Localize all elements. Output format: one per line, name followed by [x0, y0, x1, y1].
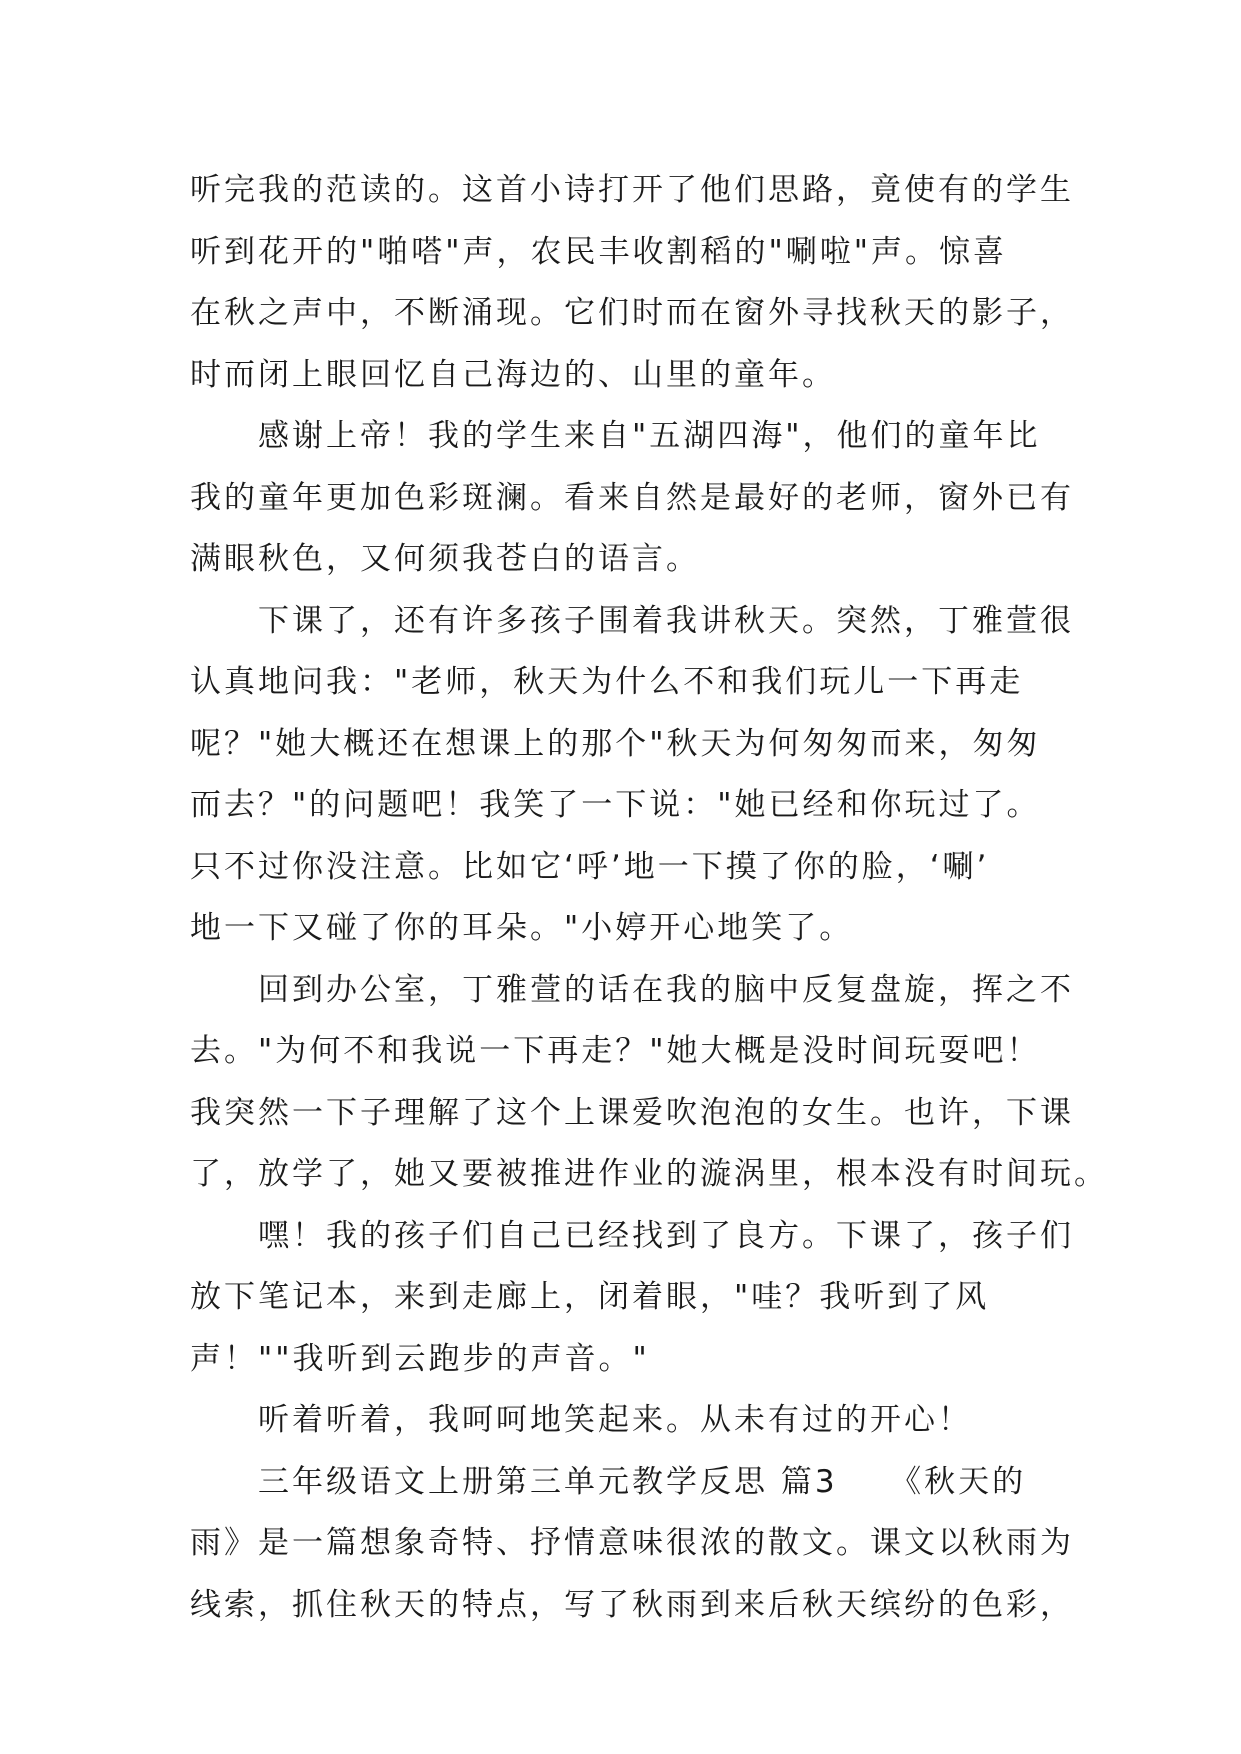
text-line: 下课了，还有许多孩子围着我讲秋天。突然，丁雅萱很: [190, 602, 1074, 639]
text-line: 三年级语文上册第三单元教学反思 篇3 《秋天的: [190, 1463, 1027, 1500]
text-line: 去。"为何不和我说一下再走？"她大概是没时间玩耍吧！: [190, 1033, 1041, 1069]
text-line: 嘿！我的孩子们自己已经找到了良方。下课了，孩子们: [190, 1217, 1074, 1254]
text-line: 地一下又碰了你的耳朵。"小婷开心地笑了。: [190, 910, 854, 946]
text-line: 回到办公室，丁雅萱的话在我的脑中反复盘旋，挥之不: [190, 971, 1074, 1008]
text-line: 声！""我听到云跑步的声音。": [190, 1340, 650, 1377]
text-line: 只不过你没注意。比如它‘呼’地一下摸了你的脸，‘唰’: [190, 848, 990, 885]
text-line: 听着听着，我呵呵地笑起来。从未有过的开心！: [190, 1402, 972, 1438]
body-text: [190, 160, 1108, 1636]
text-line: 雨》是一篇想象奇特、抒情意味很浓的散文。课文以秋雨为: [190, 1525, 1074, 1561]
text-line: 了，放学了，她又要被推进作业的漩涡里，根本没有时间玩。: [190, 1156, 1108, 1192]
text-line: 听完我的范读的。这首小诗打开了他们思路，竟使有的学生: [190, 172, 1074, 208]
text-line: 时而闭上眼回忆自己海边的、山里的童年。: [190, 356, 836, 393]
text-line: 我突然一下子理解了这个上课爱吹泡泡的女生。也许，下课: [190, 1094, 1074, 1131]
text-line: 我的童年更加色彩斑澜。看来自然是最好的老师，窗外已有: [190, 479, 1074, 516]
text-line: 在秋之声中，不断涌现。它们时而在窗外寻找秋天的影子，: [190, 295, 1074, 331]
text-line: 呢？"她大概还在想课上的那个"秋天为何匆匆而来，匆匆: [190, 725, 1041, 762]
text-line: 感谢上帝！我的学生来自"五湖四海"，他们的童年比: [190, 418, 1041, 454]
text-line: 听到花开的"啪嗒"声，农民丰收割稻的"唰啦"声。惊喜: [190, 233, 1008, 270]
text-line: 线索，抓住秋天的特点，写了秋雨到来后秋天缤纷的色彩，: [190, 1586, 1074, 1623]
text-line: 放下笔记本，来到走廊上，闭着眼，"哇？我听到了风: [190, 1279, 990, 1315]
text-line: 满眼秋色，又何须我苍白的语言。: [190, 541, 700, 577]
text-line: 而去？"的问题吧！我笑了一下说："她已经和你玩过了。: [190, 787, 1041, 823]
text-line: 认真地问我："老师，秋天为什么不和我们玩儿一下再走: [190, 664, 1024, 700]
